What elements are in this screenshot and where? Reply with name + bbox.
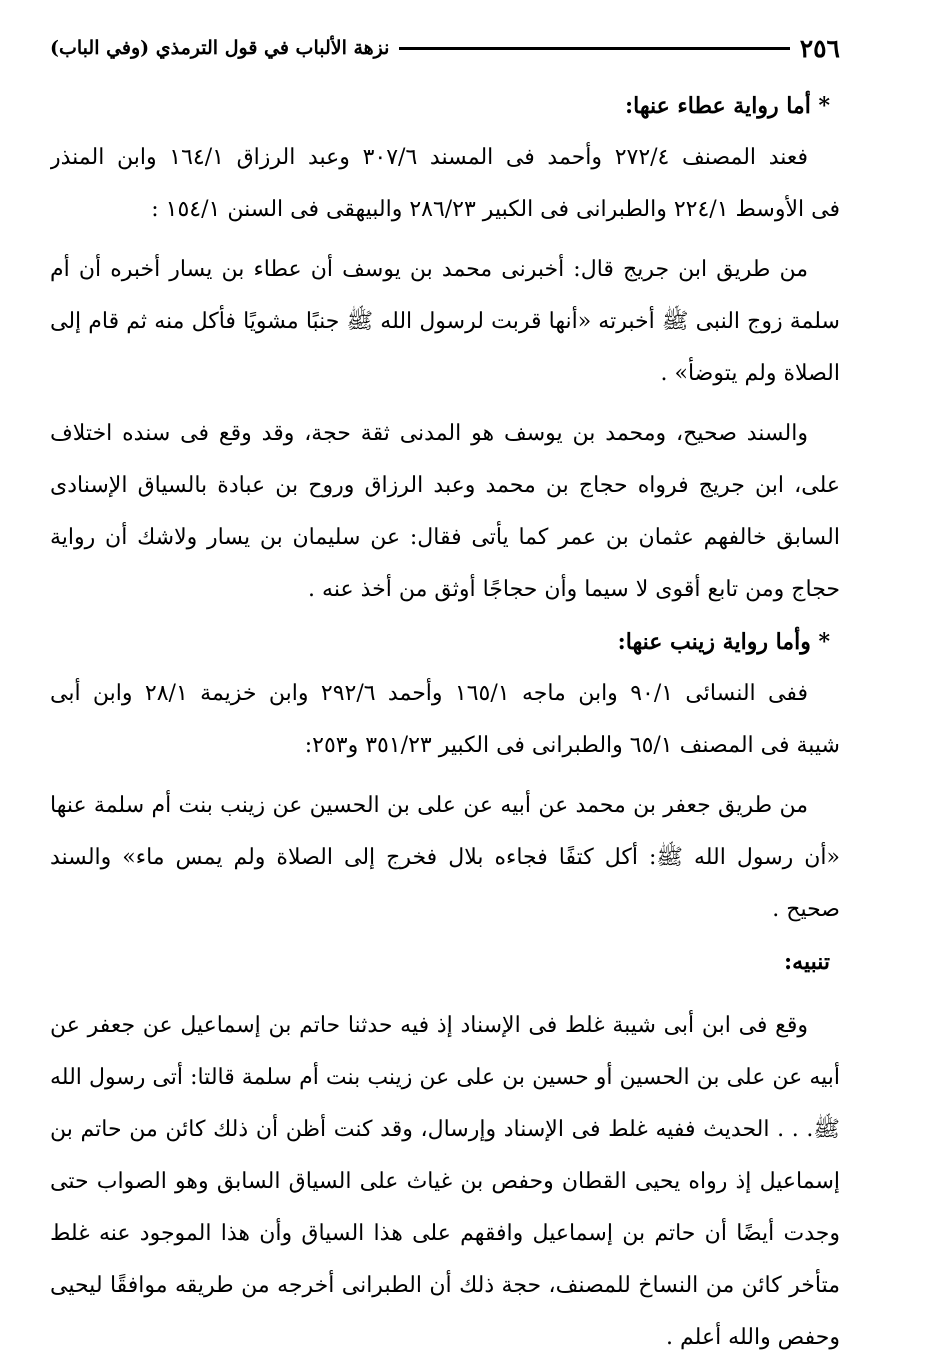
text-line: الصلاة ولم يتوضأ» . bbox=[660, 361, 840, 386]
paragraph-zaynab-isnad bbox=[50, 780, 840, 936]
text-line: أبيه عن على بن الحسين أو حسين بن على عن زينب بنت أم سلمة قالتا: أتى رسول الله bbox=[50, 1065, 840, 1090]
section-heading-zaynab: * وأما رواية زينب عنها: bbox=[617, 629, 830, 655]
paragraph-ata-sources bbox=[50, 132, 840, 236]
text-line: فى الأوسط ٢٢٤/١ والطبرانى فى الكبير ٢٨٦/٢٣ والبيهقى فى السنن ١٥٤/١ : bbox=[151, 197, 840, 222]
page-body bbox=[50, 80, 840, 1364]
text-line: وحفص والله أعلم . bbox=[666, 1325, 840, 1350]
text-line: ﷺ. . . الحديث ففيه غلط فى الإسناد وإرسال، وقد كنت أظن أن ذلك كائن من حاتم بن bbox=[50, 1117, 840, 1142]
section-heading-note: تنبيه: bbox=[784, 949, 830, 975]
text-line: من طريق جعفر بن محمد عن أبيه عن على بن الحسين عن زينب بنت أم سلمة عنها bbox=[50, 793, 808, 818]
page-number: ٢٥٦ bbox=[799, 33, 840, 63]
paragraph-note bbox=[50, 1000, 840, 1364]
text-line: إسماعيل إذ رواه يحيى القطان وحفص بن غياث على السياق السابق وهو الصواب حتى bbox=[50, 1169, 840, 1194]
text-line: شيبة فى المصنف ٦٥/١ والطبرانى فى الكبير ٣٥١/٢٣ و٢٥٣: bbox=[304, 733, 840, 758]
paragraph-ata-grading bbox=[50, 408, 840, 616]
text-line: صحيح . bbox=[772, 897, 840, 922]
page-header bbox=[50, 28, 840, 68]
text-line: حجاج ومن تابع أقوى لا سيما وأن حجاجًا أوثق من أخذ عنه . bbox=[308, 577, 840, 602]
text-line: من طريق ابن جريج قال: أخبرنى محمد بن يوسف أن عطاء بن يسار أخبره أن أم bbox=[50, 257, 808, 282]
text-line: «أن رسول الله ﷺ: أكل كتفًا فجاءه بلال فخرج إلى الصلاة ولم يمس ماء» والسند bbox=[50, 845, 840, 870]
text-line: ففى النسائى ٩٠/١ وابن ماجه ١٦٥/١ وأحمد ٢٩٢/٦ وابن خزيمة ٢٨/١ وابن أبى bbox=[50, 681, 809, 706]
paragraph-zaynab-sources bbox=[50, 668, 840, 772]
text-line: وقع فى ابن أبى شيبة غلط فى الإسناد إذ فيه حدثنا حاتم بن إسماعيل عن جعفر عن bbox=[50, 1013, 808, 1038]
running-title: نزهة الألباب في قول الترمذي (وفي الباب) bbox=[50, 37, 390, 59]
text-line: فعند المصنف ٢٧٢/٤ وأحمد فى المسند ٣٠٧/٦ وعبد الرزاق ١٦٤/١ وابن المنذر bbox=[50, 145, 809, 170]
text-line: وجدت أيضًا أن حاتم بن إسماعيل وافقهم على هذا السياق وأن هذا الموجود عنه غلط bbox=[50, 1221, 840, 1246]
section-heading-ata: * أما رواية عطاء عنها: bbox=[625, 93, 830, 119]
header-rule bbox=[399, 47, 789, 50]
text-line: والسند صحيح، ومحمد بن يوسف هو المدنى ثقة حجة، وقد وقع فى سنده اختلاف bbox=[50, 421, 809, 446]
text-line: على، ابن جريج فرواه حجاج بن محمد وعبد الرزاق وروح بن عبادة بالسياق الإسنادى bbox=[50, 473, 840, 498]
paragraph-ata-isnad bbox=[50, 244, 840, 400]
text-line: سلمة زوج النبى ﷺ أخبرته «أنها قربت لرسول الله ﷺ جنبًا مشويًا فأكل منه ثم قام إلى bbox=[50, 309, 840, 334]
text-line: متأخر كائن من النساخ للمصنف، حجة ذلك أن الطبرانى أخرجه من طريقه موافقًا ليحيى bbox=[50, 1273, 840, 1298]
text-line: السابق خالفهم عثمان بن عمر كما يأتى فقال: عن سليمان بن يسار ولاشك أن رواية bbox=[50, 525, 840, 550]
